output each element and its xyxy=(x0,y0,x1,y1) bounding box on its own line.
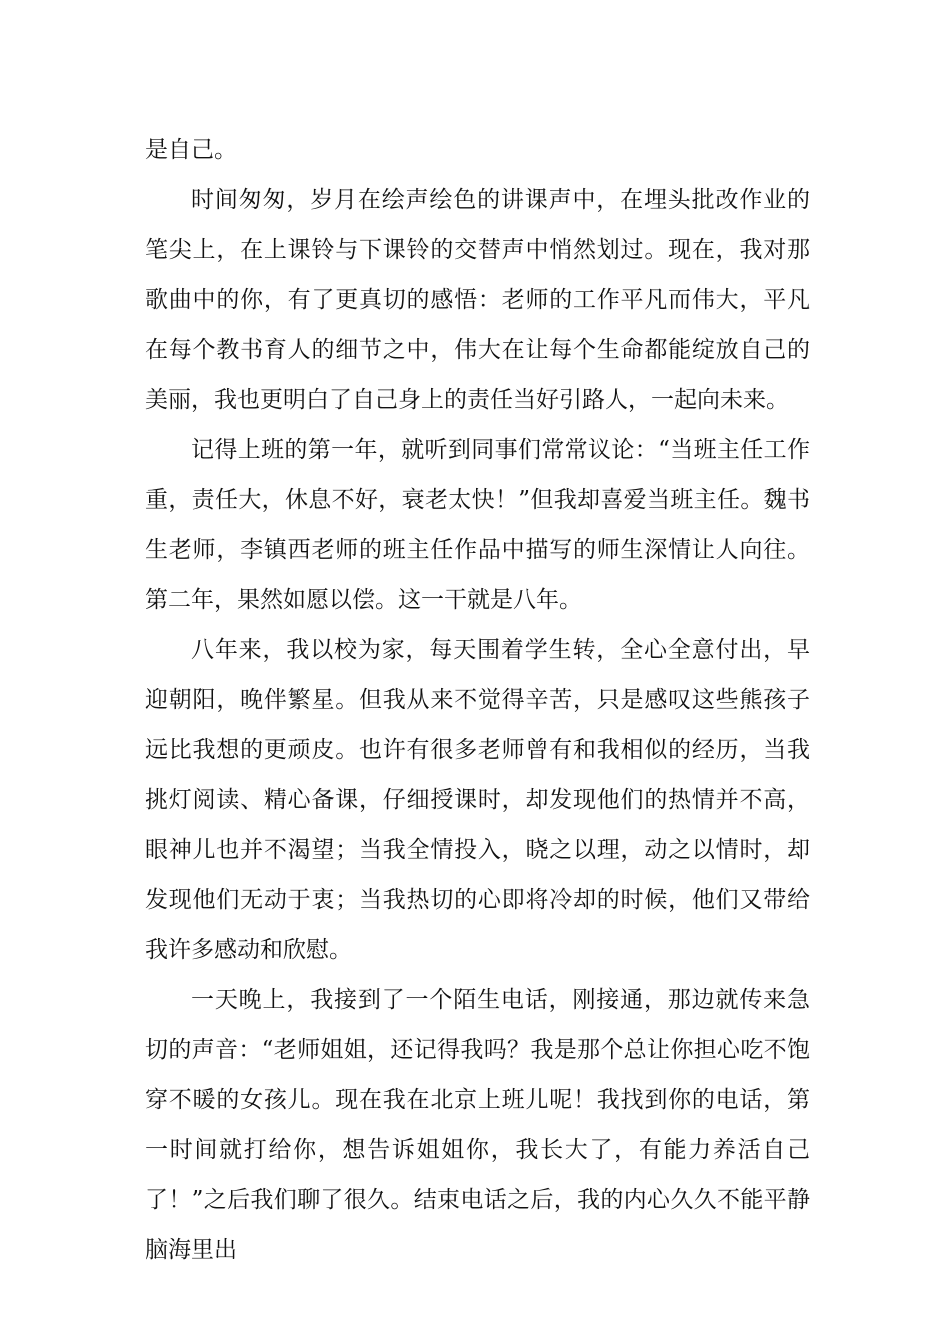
paragraph: 记得上班的第一年，就听到同事们常常议论：“当班主任工作重，责任大，休息不好，衰老太快！”但我却喜爱当班主任。魏书生老师，李镇西老师的班主任作品中描写的师生深情让人向往。第二年，果然如愿以偿。这一干就是八年。 xyxy=(145,437,810,613)
paragraph: 一天晚上，我接到了一个陌生电话，刚接通，那边就传来急切的声音：“老师姐姐，还记得我吗？我是那个总让你担心吃不饱穿不暖的女孩儿。现在我在北京上班儿呢！我找到你的电话，第一时间就打给你，想告诉姐姐你，我长大了，有能力养活自己了！”之后我们聊了很久。结束电话之后，我的内心久久不能平静脑海里出 xyxy=(145,987,810,1263)
paragraph: 八年来，我以校为家，每天围着学生转，全心全意付出，早迎朝阳，晚伴繁星。但我从来不觉得辛苦，只是感叹这些熊孩子远比我想的更顽皮。也许有很多老师曾有和我相似的经历，当我挑灯阅读、精心备课，仔细授课时，却发现他们的热情并不高，眼神儿也并不渴望；当我全情投入，晓之以理，动之以情时，却发现他们无动于衷；当我热切的心即将冷却的时候，他们又带给我许多感动和欣慰。 xyxy=(145,637,810,963)
document-page xyxy=(145,125,810,1275)
paragraph-continuation: 是自己。 xyxy=(145,137,237,163)
paragraph: 时间匆匆，岁月在绘声绘色的讲课声中，在埋头批改作业的笔尖上，在上课铃与下课铃的交替声中悄然划过。现在，我对那歌曲中的你，有了更真切的感悟：老师的工作平凡而伟大，平凡在每个教书育人的细节之中，伟大在让每个生命都能绽放自己的美丽，我也更明白了自己身上的责任当好引路人，一起向未来。 xyxy=(145,187,810,413)
